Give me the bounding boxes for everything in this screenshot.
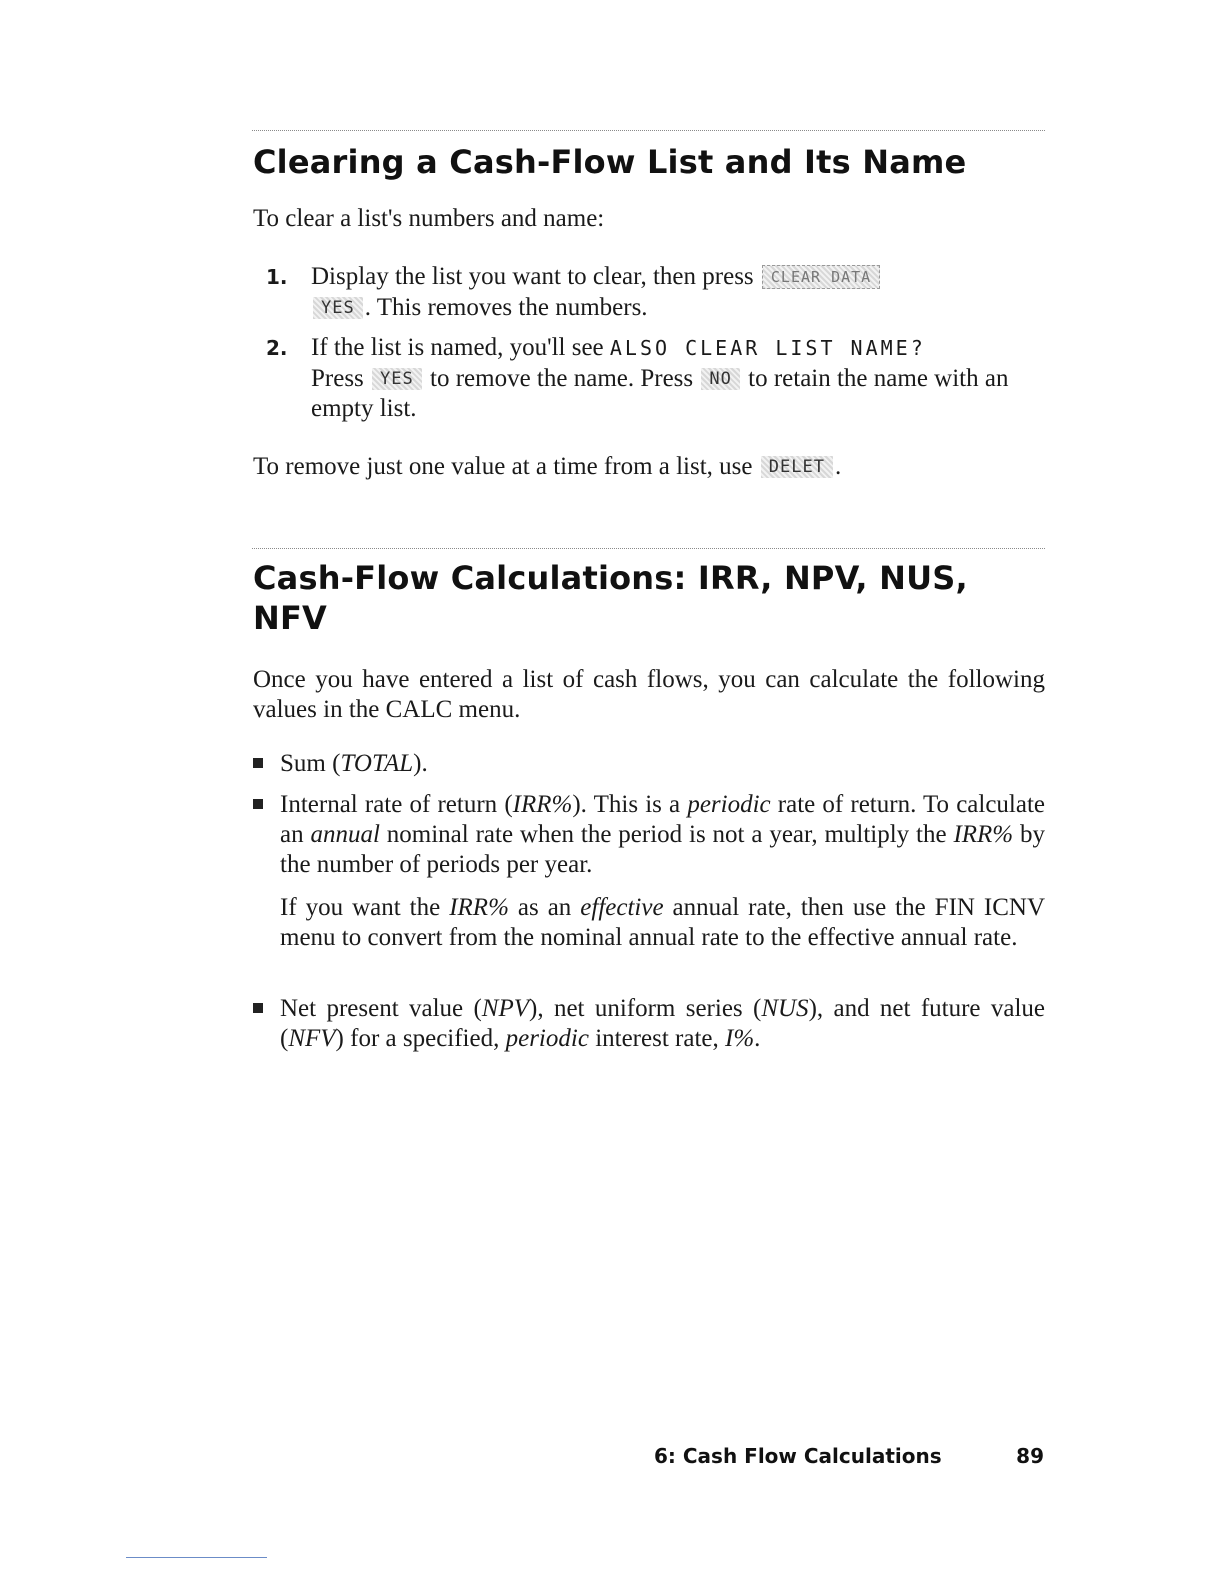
remove-text-end: . <box>834 453 842 480</box>
section-heading-calculations: Cash-Flow Calculations: IRR, NPV, NUS, NFV <box>253 559 968 637</box>
term: NUS <box>761 995 809 1022</box>
text: annual rate, then use the FIN ICNV menu to convert from the nominal annual rate to the effective annual rate. <box>280 894 1046 951</box>
text: ). <box>413 750 428 777</box>
text: Internal rate of return ( <box>280 791 513 818</box>
step-2 <box>266 333 1046 425</box>
delet-key[interactable]: DELET <box>761 456 833 478</box>
bullet-square-icon <box>253 799 263 809</box>
term: annual <box>310 821 380 848</box>
term: periodic <box>687 791 771 818</box>
section-rule-top <box>252 130 1045 131</box>
section-heading-clearing: Clearing a Cash-Flow List and Its Name <box>253 143 967 181</box>
no-key[interactable]: NO <box>701 368 739 390</box>
section-rule-middle <box>252 548 1045 549</box>
scan-edge-line <box>126 1557 267 1558</box>
term: IRR% <box>953 821 1014 848</box>
step-text: . This removes the numbers. <box>364 293 648 321</box>
text: by the number of periods per year. <box>280 821 1045 878</box>
step-text: to retain the name with an empty list. <box>311 364 1009 422</box>
bullet-irr <box>253 790 1045 880</box>
bullet-total <box>253 749 1045 779</box>
text: ). This is a <box>572 791 681 818</box>
text: ) for a specified, <box>335 1025 500 1052</box>
bullet-square-icon <box>253 758 263 768</box>
text: rate of return. To calculate an <box>280 791 1046 848</box>
calc-intro: Once you have entered a list of cash flows, you can calculate the following values in the CALC menu. <box>253 666 1045 723</box>
text: Sum ( <box>280 750 341 777</box>
chapter-title: 6: Cash Flow Calculations <box>654 1444 942 1468</box>
step-number: 1. <box>266 265 288 289</box>
yes-key[interactable]: YES <box>313 297 363 319</box>
term: periodic <box>505 1025 589 1052</box>
text: Net present value ( <box>280 995 482 1022</box>
page-footer <box>654 1443 1044 1469</box>
term: IRR% <box>512 791 573 818</box>
bullet-npv-nus-nfv <box>253 994 1045 1054</box>
step-number: 2. <box>266 336 288 360</box>
term: effective <box>580 894 664 921</box>
step-text: Display the list you want to clear, then press <box>311 263 754 290</box>
bullet-irr-effective <box>253 893 1045 953</box>
bullet-square-icon <box>253 1003 263 1013</box>
term: IRR% <box>449 894 509 921</box>
text: If you want the <box>280 894 441 921</box>
term: NPV <box>481 995 530 1022</box>
clear-intro: To clear a list's numbers and name: <box>253 205 605 232</box>
remove-text: To remove just one value at a time from a list, use <box>253 453 753 480</box>
step-text: If the list is named, you'll see <box>311 334 604 361</box>
text: as an <box>517 894 572 921</box>
text: . <box>754 1025 761 1052</box>
step-text: Press <box>311 364 364 392</box>
term: NFV <box>288 1025 336 1052</box>
step-1 <box>266 262 1046 323</box>
remove-one-value <box>253 452 1045 482</box>
page-number: 89 <box>1016 1444 1044 1468</box>
term: TOTAL <box>340 750 414 777</box>
step-text: to remove the name. Press <box>430 364 694 392</box>
calculator-display-text: ALSO CLEAR LIST NAME? <box>609 336 926 360</box>
text: ), and net future value ( <box>280 995 1045 1052</box>
text: interest rate, <box>595 1025 719 1052</box>
term: I% <box>725 1025 755 1052</box>
text: ), net uniform series ( <box>529 995 762 1022</box>
yes-key[interactable]: YES <box>372 368 422 390</box>
clear-data-key[interactable]: CLEAR DATA <box>762 265 880 289</box>
text: nominal rate when the period is not a year, multiply the <box>386 821 947 848</box>
